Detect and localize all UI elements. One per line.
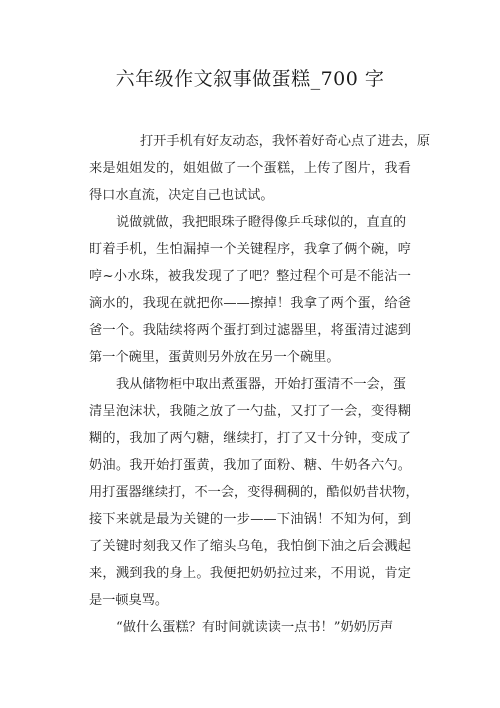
text-line: 打开手机有好友动态，我怀着好奇心点了进去，原 bbox=[140, 134, 431, 149]
text-line: 哼~小水珠，被我发现了了吧？整过程个可是不能沾一 bbox=[89, 269, 411, 284]
text-line: 我从储物柜中取出煮蛋器，开始打蛋清不一会，蛋 bbox=[116, 377, 407, 392]
document-title: 六年级作文叙事做蛋糕_700 字 bbox=[115, 68, 385, 90]
text-line: 奶油。我开始打蛋黄，我加了面粉、糖、牛奶各六勺。 bbox=[89, 458, 411, 473]
text-line: 了关键时刻我又作了缩头乌龟，我怕倒下油之后会溅起 bbox=[89, 539, 411, 554]
text-line: 盯着手机，生怕漏掉一个关键程序，我拿了俩个碗，哼 bbox=[89, 242, 411, 257]
text-line: 用打蛋器继续打，不一会，变得稠稠的，酷似奶昔状物， bbox=[89, 485, 419, 500]
text-line: 接下来就是最为关键的一步——下油锅！不知为何，到 bbox=[89, 512, 411, 527]
text-line: 是一顿臭骂。 bbox=[89, 593, 169, 608]
text-line: 爸一个。我陆续将两个蛋打到过滤器里，将蛋清过滤到 bbox=[89, 323, 411, 338]
text-line: 清呈泡沫状，我随之放了一勺盐，又打了一会，变得糊 bbox=[89, 404, 411, 419]
text-line: 糊的，我加了两勺糖，继续打，打了又十分钟，变成了 bbox=[89, 431, 411, 446]
text-line: 滴水的，我现在就把你——擦掉！我拿了两个蛋，给爸 bbox=[89, 296, 411, 311]
text-line: 得口水直流，决定自己也试试。 bbox=[89, 188, 274, 203]
text-line: 说做就做，我把眼珠子瞪得像乒乓球似的，直直的 bbox=[116, 215, 407, 230]
text-line: 第一个碗里，蛋黄则另外放在另一个碗里。 bbox=[89, 350, 340, 365]
text-line: 来，溅到我的身上。我便把奶奶拉过来，不用说，肯定 bbox=[89, 566, 411, 581]
text-line: 来是姐姐发的，姐姐做了一个蛋糕，上传了图片，我看 bbox=[89, 161, 411, 176]
text-line: “做什么蛋糕？有时间就读读一点书！”奶奶厉声 bbox=[116, 620, 394, 635]
